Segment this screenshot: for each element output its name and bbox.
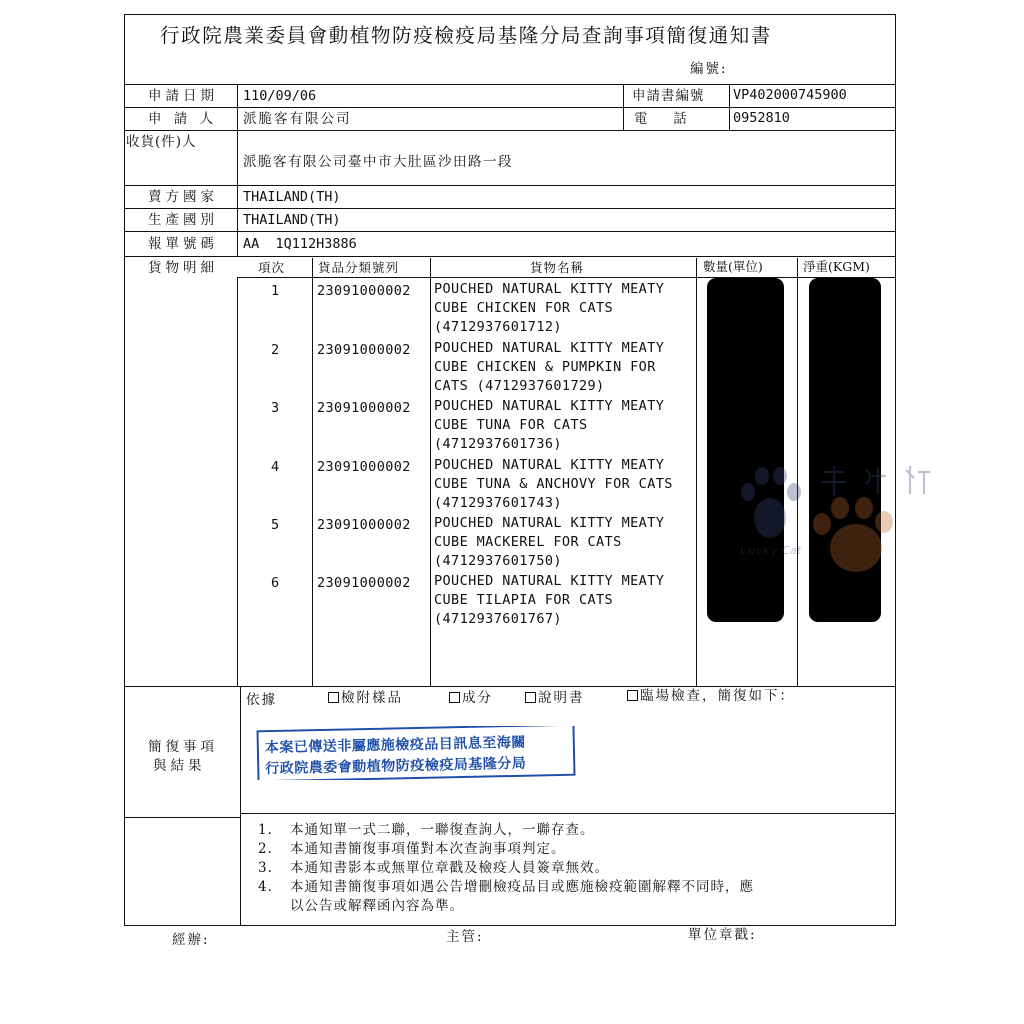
- form-number-value: VP402000745900: [733, 87, 847, 103]
- hs-code: 23091000002: [317, 459, 411, 475]
- col-header-item: 項次: [258, 260, 286, 275]
- goods-name-line: POUCHED NATURAL KITTY MEATY: [434, 340, 665, 356]
- rule: [124, 817, 240, 818]
- handler-label: 經辦:: [172, 932, 210, 948]
- rule: [729, 84, 730, 130]
- rule: [623, 84, 624, 130]
- item-number: 1: [271, 283, 280, 299]
- hs-code: 23091000002: [317, 517, 411, 533]
- hs-code: 23091000002: [317, 283, 411, 299]
- item-number: 5: [271, 517, 280, 533]
- goods-name-line: (4712937601743): [434, 495, 562, 511]
- seller-country-value: THAILAND(TH): [243, 189, 341, 205]
- item-number: 4: [271, 459, 280, 475]
- rule: [312, 258, 313, 686]
- goods-name-line: CUBE CHICKEN FOR CATS: [434, 300, 614, 316]
- hs-code: 23091000002: [317, 400, 411, 416]
- origin-country-value: THAILAND(TH): [243, 212, 341, 228]
- col-header-hs-code: 貨品分類號列: [318, 260, 400, 275]
- goods-name-line: (4712937601712): [434, 319, 562, 335]
- customs-notification-stamp: [256, 726, 576, 780]
- goods-name-line: POUCHED NATURAL KITTY MEATY: [434, 457, 665, 473]
- checkbox-onsite-label: 臨場檢查，簡復如下：: [640, 688, 795, 704]
- rule: [124, 107, 896, 108]
- item-number: 6: [271, 575, 280, 591]
- goods-section-label: 貨物明細: [148, 260, 218, 276]
- applicant-value: 派脆客有限公司: [243, 111, 352, 127]
- rule: [696, 258, 697, 686]
- consignee-label: 收貨(件)人: [126, 134, 197, 150]
- rule: [124, 231, 896, 232]
- goods-name-line: CUBE TUNA & ANCHOVY FOR CATS: [434, 476, 673, 492]
- form-number-label: 申請書編號: [632, 88, 705, 104]
- checkbox-sample: [328, 692, 403, 706]
- checkbox-empty-icon: [525, 692, 536, 703]
- result-label-line2: 與結果: [153, 758, 206, 774]
- svg-text:k: k: [763, 544, 770, 557]
- goods-name-line: (4712937601736): [434, 436, 562, 452]
- checkbox-empty-icon: [328, 692, 339, 703]
- rule: [124, 84, 896, 85]
- goods-name-line: CUBE MACKEREL FOR CATS: [434, 534, 622, 550]
- supervisor-label: 主管:: [446, 929, 484, 945]
- result-label-line1: 簡復事項: [148, 739, 218, 755]
- checkbox-manual: [525, 692, 585, 706]
- svg-text:L: L: [740, 544, 747, 557]
- phone-value: 0952810: [733, 110, 790, 126]
- checkbox-sample-label: 檢附樣品: [341, 690, 403, 706]
- goods-name-line: CUBE CHICKEN & PUMPKIN FOR: [434, 359, 656, 375]
- svg-text:y: y: [771, 544, 778, 557]
- goods-name-line: CUBE TILAPIA FOR CATS: [434, 592, 614, 608]
- svg-text:C: C: [782, 544, 790, 557]
- declaration-number-value: AA 1Q112H3886: [243, 236, 357, 252]
- rule: [430, 258, 431, 686]
- note-number: 2.: [258, 841, 273, 857]
- note-text-continued: 以公告或解釋函內容為準。: [290, 898, 464, 914]
- lucky-cat-watermark: [738, 462, 938, 592]
- rule: [124, 208, 896, 209]
- seller-country-label: 賣方國家: [148, 189, 218, 205]
- rule: [124, 256, 896, 257]
- rule: [237, 84, 238, 256]
- applicant-label: 申 請 人: [148, 111, 218, 127]
- rule: [240, 813, 896, 814]
- note-text: 本通知書簡復事項如遇公告增刪檢疫品目或應施檢疫範圍解釋不同時，應: [290, 879, 754, 895]
- serial-number-label: 編號:: [690, 61, 728, 77]
- svg-text:行政院農委會動植物防疫檢疫局基隆分局: 行政院農委會動植物防疫檢疫局基隆分局: [265, 755, 527, 778]
- svg-text:c: c: [756, 544, 763, 557]
- col-header-net-weight: 淨重(KGM): [803, 259, 870, 274]
- application-date-label: 申請日期: [148, 88, 218, 104]
- checkbox-empty-icon: [449, 692, 460, 703]
- goods-name-line: (4712937601767): [434, 611, 562, 627]
- svg-text:本案已傳送非屬應施檢疫品目訊息至海關: 本案已傳送非屬應施檢疫品目訊息至海關: [264, 734, 526, 757]
- goods-name-line: CUBE TUNA FOR CATS: [434, 417, 588, 433]
- svg-text:u: u: [748, 544, 755, 557]
- item-number: 3: [271, 400, 280, 416]
- phone-label: 電 話: [634, 111, 687, 127]
- rule: [124, 185, 896, 186]
- unit-seal-label: 單位章戳:: [688, 927, 757, 943]
- svg-text:t: t: [797, 544, 802, 557]
- consignee-value: 派脆客有限公司臺中市大肚區沙田路一段: [243, 154, 513, 170]
- basis-label: 依據: [246, 692, 277, 708]
- origin-country-label: 生產國別: [148, 212, 218, 228]
- checkbox-ingredients: [449, 692, 493, 706]
- checkbox-manual-label: 說明書: [538, 690, 585, 706]
- checkbox-empty-icon: [627, 690, 638, 701]
- declaration-number-label: 報單號碼: [148, 236, 218, 252]
- goods-name-line: (4712937601750): [434, 553, 562, 569]
- rule: [240, 686, 241, 926]
- item-number: 2: [271, 342, 280, 358]
- goods-name-line: POUCHED NATURAL KITTY MEATY: [434, 515, 665, 531]
- goods-name-line: POUCHED NATURAL KITTY MEATY: [434, 398, 665, 414]
- note-number: 4.: [258, 879, 273, 895]
- goods-name-line: POUCHED NATURAL KITTY MEATY: [434, 573, 665, 589]
- svg-text:a: a: [790, 544, 797, 557]
- rule: [124, 130, 896, 131]
- note-text: 本通知書影本或無單位章戳及檢疫人員簽章無效。: [290, 860, 609, 876]
- note-number: 3.: [258, 860, 273, 876]
- note-text: 本通知單一式二聯，一聯復查詢人，一聯存查。: [290, 822, 595, 838]
- checkbox-onsite-inspection: [627, 690, 795, 704]
- hs-code: 23091000002: [317, 575, 411, 591]
- col-header-goods-name: 貨物名稱: [530, 260, 585, 275]
- document-title: 行政院農業委員會動植物防疫檢疫局基隆分局查詢事項簡復通知書: [160, 24, 772, 47]
- note-number: 1.: [258, 822, 273, 838]
- goods-name-line: CATS (4712937601729): [434, 378, 605, 394]
- goods-name-line: POUCHED NATURAL KITTY MEATY: [434, 281, 665, 297]
- checkbox-ingredients-label: 成分: [462, 690, 493, 706]
- col-header-quantity: 數量(單位): [703, 259, 763, 274]
- application-date-value: 110/09/06: [243, 88, 317, 104]
- note-text: 本通知書簡復事項僅對本次查詢事項判定。: [290, 841, 566, 857]
- rule: [237, 277, 238, 686]
- hs-code: 23091000002: [317, 342, 411, 358]
